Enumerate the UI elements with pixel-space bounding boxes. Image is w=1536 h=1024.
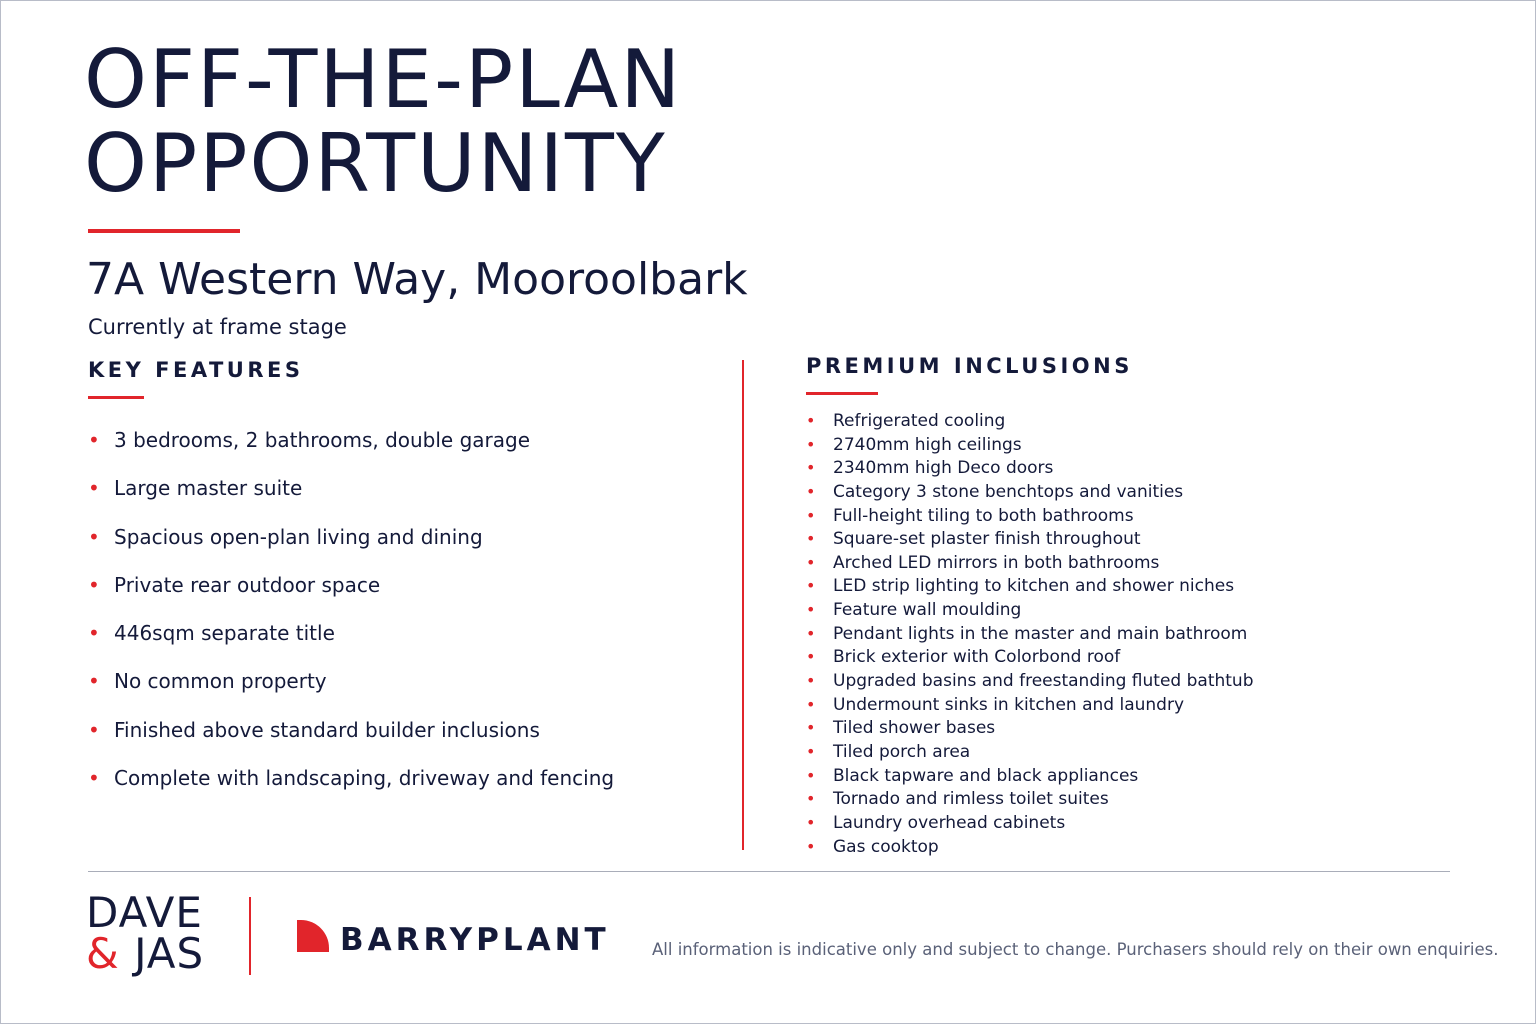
bullet-icon: •: [806, 741, 816, 761]
list-item-text: LED strip lighting to kitchen and shower niches: [833, 576, 1235, 597]
column-divider: [742, 360, 744, 850]
list-item: [806, 456, 1253, 480]
bullet-icon: •: [88, 524, 100, 549]
list-item: [806, 598, 1253, 622]
list-item-text: Pendant lights in the master and main bathroom: [833, 623, 1248, 644]
key-features-heading: KEY FEATURES: [88, 358, 304, 382]
list-item-text: 2340mm high Deco doors: [833, 458, 1054, 479]
title-line-2: OPPORTUNITY: [84, 117, 667, 210]
list-item-text: Finished above standard builder inclusions: [114, 717, 540, 742]
list-item-text: Feature wall moulding: [833, 600, 1022, 621]
list-item-text: Arched LED mirrors in both bathrooms: [833, 552, 1160, 573]
logo-separator: [249, 897, 251, 975]
premium-inclusions-list: [806, 409, 1253, 858]
list-item-text: Square-set plaster finish throughout: [833, 529, 1141, 550]
list-item: [88, 569, 614, 617]
bullet-icon: •: [806, 812, 816, 832]
bullet-icon: •: [806, 623, 816, 643]
list-item-text: Tiled shower bases: [833, 718, 996, 739]
list-item-text: Spacious open-plan living and dining: [114, 524, 483, 549]
list-item-text: 446sqm separate title: [114, 621, 335, 646]
bullet-icon: •: [88, 717, 100, 742]
list-item-text: Refrigerated cooling: [833, 411, 1006, 431]
bullet-icon: •: [806, 765, 816, 785]
barry-plant-mark-icon: [297, 920, 329, 952]
list-item-text: Complete with landscaping, driveway and fencing: [114, 766, 615, 791]
list-item-text: Large master suite: [114, 476, 303, 501]
list-item-text: Gas cooktop: [833, 836, 939, 857]
list-item: [806, 622, 1253, 646]
list-item-text: 3 bedrooms, 2 bathrooms, double garage: [114, 428, 531, 452]
disclaimer: All information is indicative only and subject to change. Purchasers should rely on their own enquiries.: [652, 940, 1499, 959]
title-line-1: OFF-THE-PLAN: [84, 33, 683, 126]
logo-line-2: [86, 929, 205, 978]
list-item-text: Black tapware and black appliances: [833, 765, 1139, 786]
bullet-icon: •: [806, 718, 816, 738]
list-item: [806, 480, 1253, 504]
barry-plant-logo-text: BARRYPLANT: [340, 922, 610, 958]
list-item-text: 2740mm high ceilings: [833, 434, 1022, 455]
list-item: [88, 714, 614, 762]
list-item: [806, 527, 1253, 551]
bullet-icon: •: [806, 600, 816, 620]
logo-ampersand: &: [86, 929, 120, 978]
bullet-icon: •: [806, 576, 816, 596]
bullet-icon: •: [88, 669, 100, 694]
list-item: [88, 424, 614, 472]
property-address: 7A Western Way, Mooroolbark: [86, 254, 748, 305]
list-item-text: Brick exterior with Colorbond roof: [833, 647, 1121, 668]
list-item: [806, 504, 1253, 528]
bullet-icon: •: [806, 671, 816, 691]
logo-line-1: DAVE: [86, 888, 203, 937]
bullet-icon: •: [88, 428, 100, 452]
key-features-rule: [88, 396, 144, 399]
list-item: [806, 835, 1253, 859]
list-item: [88, 521, 614, 569]
key-features-list: [88, 424, 614, 810]
list-item: [806, 574, 1253, 598]
list-item-text: Tiled porch area: [833, 741, 971, 762]
bullet-icon: •: [806, 481, 816, 501]
title-accent-rule: [88, 229, 240, 233]
list-item: [806, 433, 1253, 457]
list-item: [88, 762, 614, 810]
list-item-text: Category 3 stone benchtops and vanities: [833, 481, 1184, 502]
list-item-text: Laundry overhead cabinets: [833, 812, 1066, 833]
list-item: [806, 787, 1253, 811]
list-item-text: Upgraded basins and freestanding fluted bathtub: [833, 671, 1254, 692]
list-item-text: Private rear outdoor space: [114, 572, 381, 597]
list-item-text: Full-height tiling to both bathrooms: [833, 505, 1134, 526]
bullet-icon: •: [806, 552, 816, 572]
page-title: [84, 33, 683, 210]
premium-inclusions-heading: PREMIUM INCLUSIONS: [806, 354, 1133, 378]
list-item: [806, 409, 1253, 433]
dave-and-jas-logo: [86, 888, 205, 978]
bullet-icon: •: [806, 694, 816, 714]
bullet-icon: •: [806, 529, 816, 549]
list-item: [806, 645, 1253, 669]
bullet-icon: •: [806, 836, 816, 856]
construction-stage: Currently at frame stage: [88, 315, 347, 339]
bullet-icon: •: [806, 789, 816, 809]
premium-inclusions-rule: [806, 392, 878, 395]
list-item-text: Undermount sinks in kitchen and laundry: [833, 694, 1185, 715]
bullet-icon: •: [806, 411, 816, 430]
list-item-text: No common property: [114, 669, 327, 694]
list-item: [806, 764, 1253, 788]
bullet-icon: •: [88, 766, 100, 791]
list-item-text: Tornado and rimless toilet suites: [833, 789, 1109, 810]
list-item: [806, 740, 1253, 764]
bullet-icon: •: [88, 572, 100, 597]
list-item: [806, 551, 1253, 575]
list-item: [88, 472, 614, 520]
bullet-icon: •: [88, 476, 100, 501]
bullet-icon: •: [88, 621, 100, 646]
list-item: [806, 811, 1253, 835]
bullet-icon: •: [806, 434, 816, 454]
list-item: [806, 693, 1253, 717]
list-item: [806, 669, 1253, 693]
bullet-icon: •: [806, 458, 816, 478]
list-item: [88, 617, 614, 665]
bullet-icon: •: [806, 647, 816, 667]
list-item: [88, 665, 614, 713]
bullet-icon: •: [806, 505, 816, 525]
footer-divider: [88, 871, 1450, 872]
logo-line-2-text: JAS: [134, 929, 205, 978]
list-item: [806, 716, 1253, 740]
